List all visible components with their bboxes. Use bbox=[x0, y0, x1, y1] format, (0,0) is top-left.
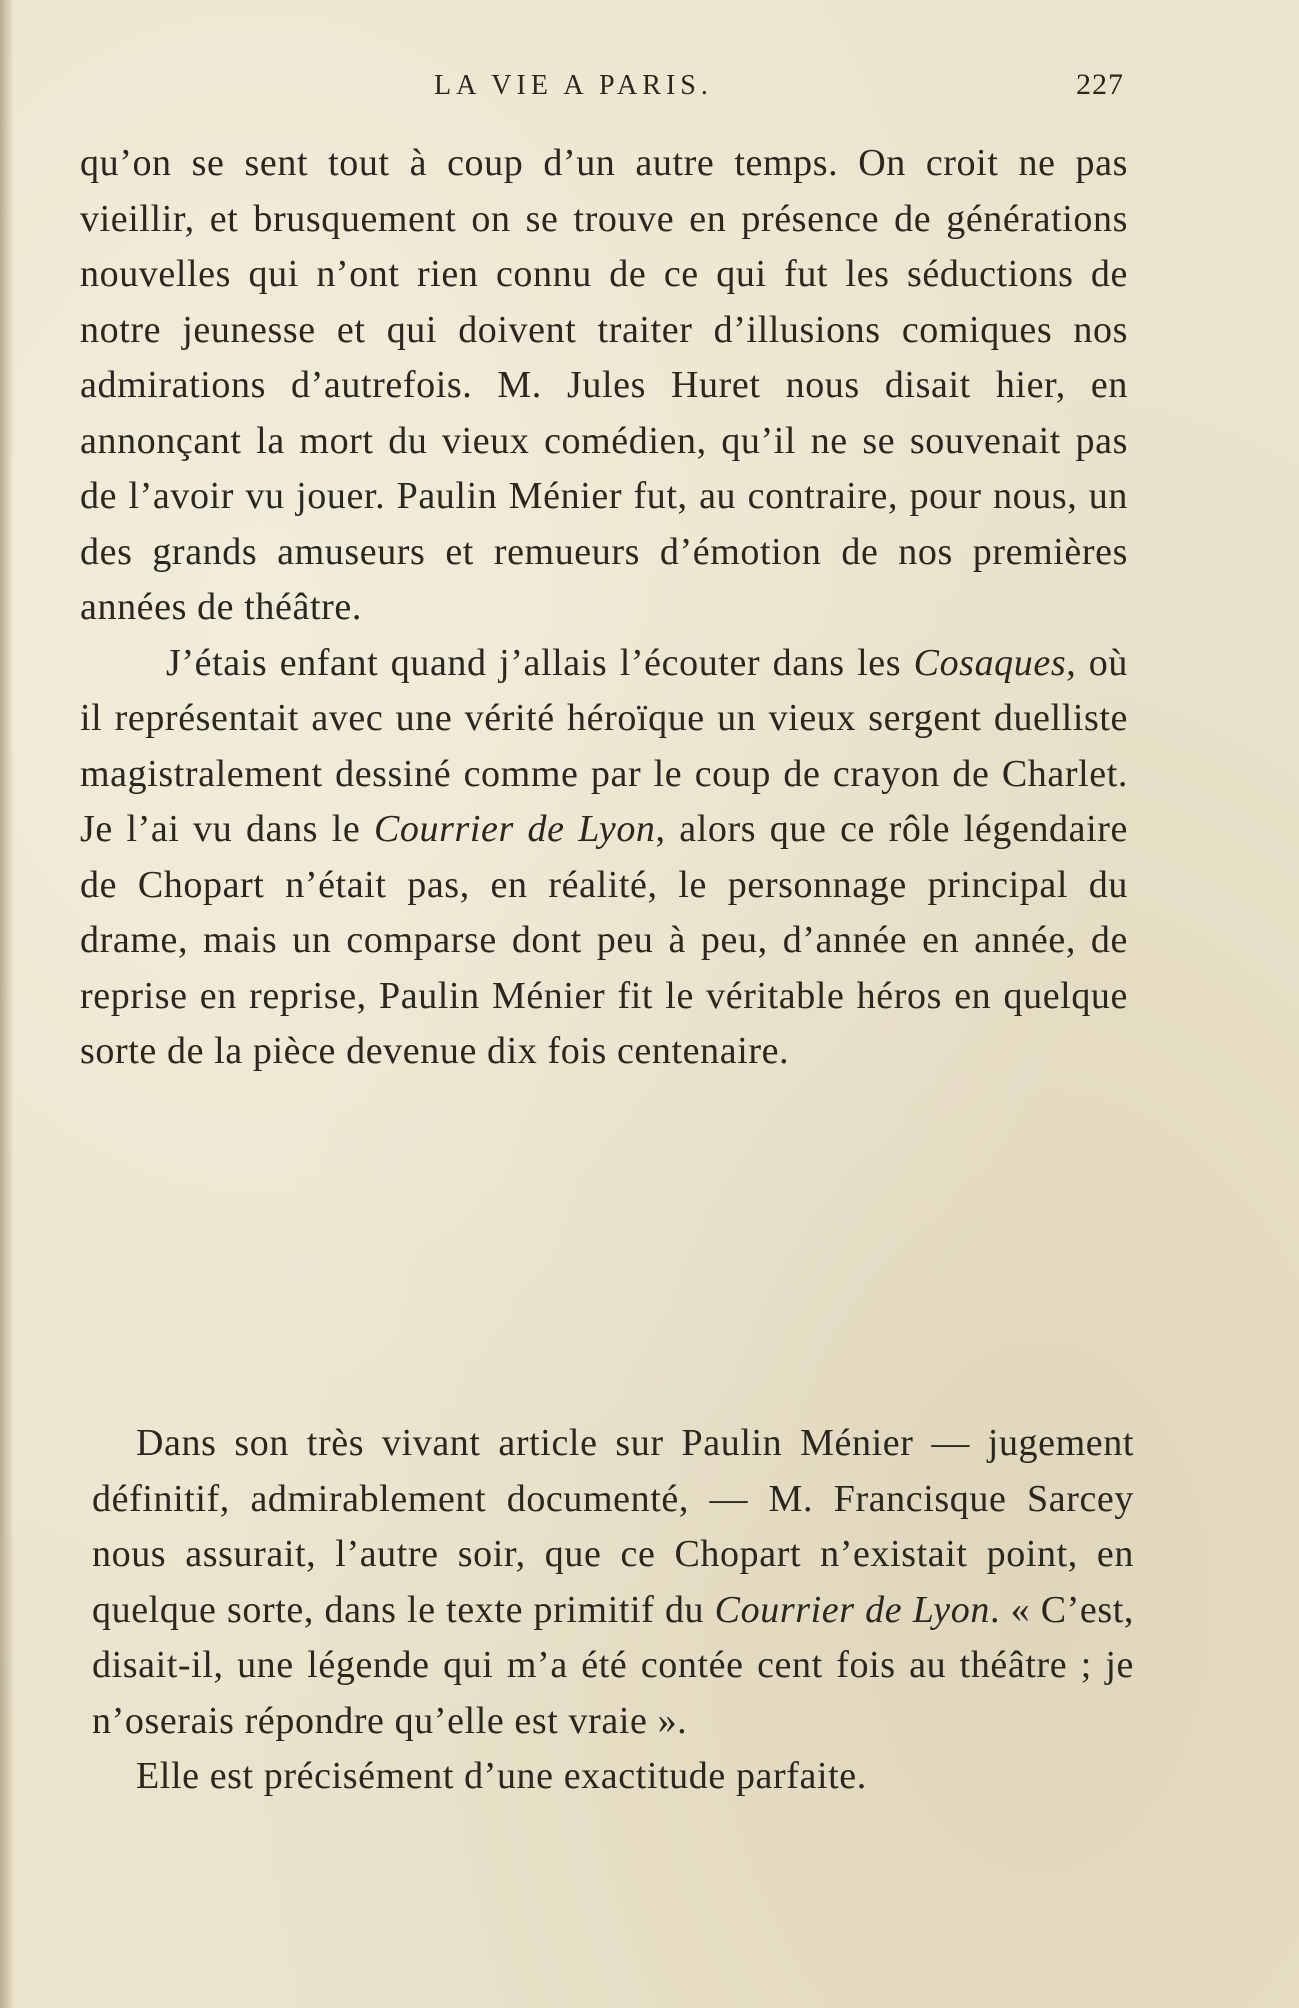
play-title-courrier-de-lyon: Courrier de Lyon bbox=[714, 1588, 990, 1631]
paragraph-continuation: qu’on se sent tout à coup d’un autre temps. On croit ne pas vieillir, et brusquement on se trouve en présence de générations nouvelles qui n’ont rien connu de ce qui fut les séductions de notre jeunesse et qui doivent traiter d’illusions comiques nos admirations d’autrefois. M. Jules Huret nous disait hier, en annonçant la mort du vieux comédien, qu’il ne se souvenait pas de l’avoir vu jouer. Paulin Ménier fut, au contraire, pour nous, un des grands amuseurs et remueurs d’émotion de nos premières années de théâtre. bbox=[80, 142, 1128, 628]
running-head bbox=[84, 66, 1124, 110]
paragraph-childhood-memory bbox=[80, 636, 1128, 1080]
paragraph-text: , alors que ce rôle légendaire de Chopart n’était pas, en réalité, le personnage principal du drame, mais un comparse dont peu à peu, d’année en année, de reprise en reprise, Paulin Ménier fit le véritable héros en quelque sorte de la pièce devenue dix fois centenaire. bbox=[80, 808, 1128, 1072]
main-text-block bbox=[80, 136, 1128, 1080]
paragraph-text: . « C’est, disait-il, une légende qui m’a été contée cent fois au théâtre ; je n’oserais répondre qu’elle est vraie ». bbox=[92, 1588, 1135, 1742]
paragraph-text: J’étais enfant quand j’allais l’écouter dans les bbox=[166, 641, 914, 684]
running-title: LA VIE A PARIS. bbox=[434, 70, 713, 101]
paragraph-text: , où il représentait avec une vérité héroïque un vieux sergent duelliste magistralement dessiné comme par le coup de crayon de Charlet. Je l’ai vu dans le bbox=[80, 641, 1128, 850]
page-edge-shadow bbox=[0, 0, 14, 2008]
play-title-cosaques: Cosaques bbox=[913, 641, 1067, 684]
paragraph-conclusion: Elle est précisément d’une exactitude parfaite. bbox=[136, 1755, 867, 1797]
play-title-courrier-de-lyon: Courrier de Lyon bbox=[373, 808, 656, 850]
lower-text-block bbox=[92, 1416, 1134, 1805]
page-number: 227 bbox=[1076, 68, 1124, 101]
paragraph-sarcey bbox=[92, 1416, 1134, 1749]
paragraph-text: Dans son très vivant article sur Paulin Ménier — jugement définitif, admirablement documenté, — M. Francisque Sarcey nous assurait, l’autre soir, que ce Chopart n’existait point, en quelque sorte, dans le texte primitif du bbox=[92, 1422, 1134, 1631]
